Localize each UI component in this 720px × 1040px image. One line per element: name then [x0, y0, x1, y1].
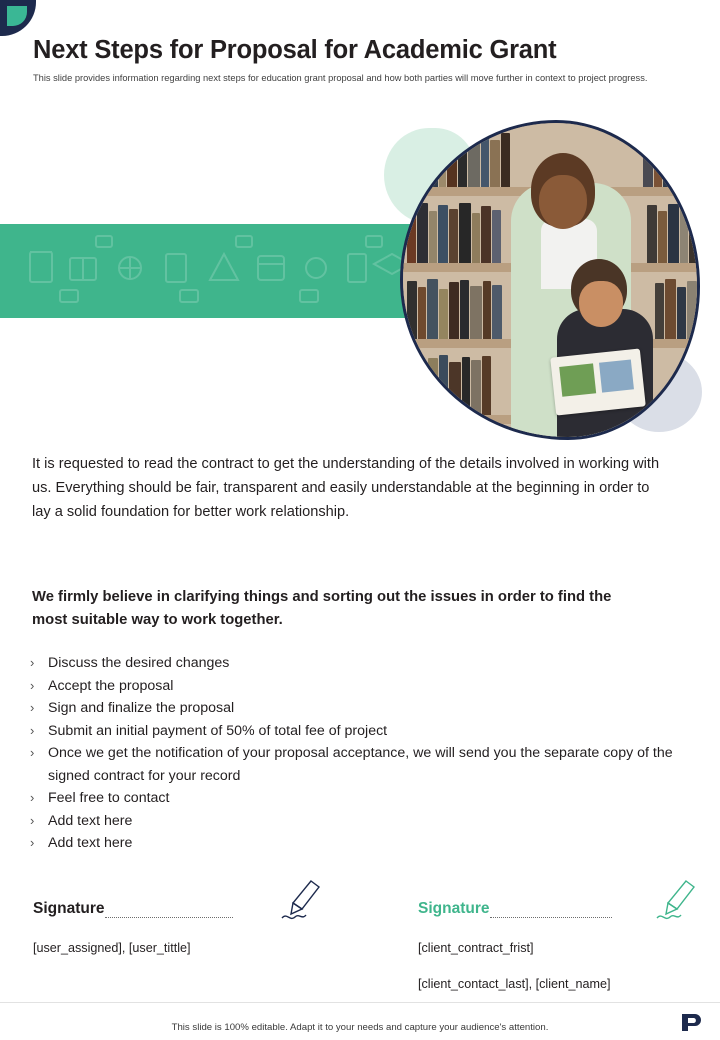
list-item [30, 742, 680, 787]
signature-name-client-last: [client_contact_last], [client_name] [418, 977, 611, 991]
signature-dotted-line[interactable] [105, 905, 233, 918]
hero-photo-frame [400, 120, 700, 440]
chevron-right-icon: › [30, 835, 35, 850]
footer-divider [0, 1002, 720, 1003]
signature-name-user: [user_assigned], [user_tittle] [33, 941, 191, 955]
list-item [30, 787, 680, 810]
green-band-decoration [0, 224, 460, 318]
list-item [30, 810, 680, 833]
hero-photo [400, 120, 700, 440]
list-item [30, 652, 680, 675]
signature-name-client-first: [client_contract_frist] [418, 941, 534, 955]
intro-paragraph: It is requested to read the contract to get the understanding of the details involved in working with us. Everything should be fair, transparent and easily understandable at the beginning in order to lay a solid foundation for better work relationship. [32, 456, 660, 520]
education-pattern-icon [0, 224, 460, 318]
boy-face [579, 281, 623, 327]
list-item-label: Discuss the desired changes [48, 655, 230, 671]
list-item-label: Add text here [48, 835, 133, 851]
footer-note: This slide is 100% editable. Adapt it to your needs and capture your audience's attention. [171, 1022, 549, 1033]
emphasis-paragraph: We firmly believe in clarifying things and sorting out the issues in order to find the most suitable way to work together. [32, 589, 612, 628]
list-item [30, 720, 680, 743]
library-scene-image [403, 123, 697, 437]
chevron-right-icon: › [30, 700, 35, 715]
chevron-right-icon: › [30, 722, 35, 738]
page-subtitle: This slide provides information regarding next steps for education grant proposal and how both parties will move further in context to project progress. [33, 73, 648, 83]
chevron-right-icon: › [30, 812, 35, 828]
list-item [30, 697, 680, 720]
list-item-label: Once we get the notification of your proposal acceptance, we will send you the separate copy of the signed contract for your record [48, 745, 673, 784]
signature-line-client [418, 900, 708, 928]
chevron-right-icon: › [30, 655, 35, 670]
next-steps-list [30, 652, 680, 855]
signature-block-user [33, 900, 323, 958]
signature-label: Signature [33, 900, 105, 917]
list-item [30, 832, 680, 855]
list-item-label: Sign and finalize the proposal [48, 700, 235, 716]
woman-face [539, 175, 587, 229]
list-item-label: Submit an initial payment of 50% of total fee of project [48, 722, 388, 739]
chevron-right-icon: › [30, 790, 35, 805]
pen-icon [281, 878, 323, 922]
list-item-label: Feel free to contact [48, 790, 170, 806]
chevron-right-icon: › [30, 677, 35, 693]
pen-icon [656, 878, 698, 922]
chevron-right-icon: › [30, 745, 35, 760]
list-item [30, 675, 680, 698]
footer-logo-icon [678, 1010, 704, 1034]
signature-block-client [418, 900, 708, 994]
signature-line-user [33, 900, 323, 928]
list-item-label: Add text here [48, 812, 133, 829]
signature-dotted-line[interactable] [490, 905, 612, 918]
signature-label: Signature [418, 900, 490, 917]
page-title: Next Steps for Proposal for Academic Grant [33, 36, 557, 64]
list-item-label: Accept the proposal [48, 677, 174, 694]
open-book [550, 348, 646, 415]
